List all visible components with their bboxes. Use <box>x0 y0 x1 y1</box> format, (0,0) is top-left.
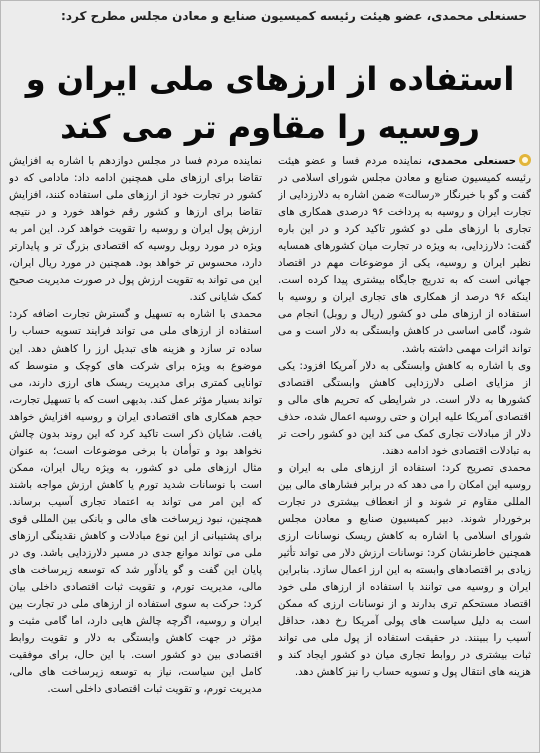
column-right-text <box>278 153 531 681</box>
article-body <box>9 153 531 746</box>
column-left-text: نماینده مردم فسا در مجلس دوازدهم با اشاره به افزایش تقاضا برای ارزهای ملی همچنین ادامه داد: مادامی که دو کشور در تجارت خود از ارزهای ملی استفاده کنند، افزایش تقاضا برای ارزها و کشور رقم خواهد خورد و در نتیجه ارزش پول ایران و روسیه را تقویت خواهد کرد. این امر به ویژه در مورد روبل روسیه که اقتصادی بزرگ تر و پایدارتر دارد، محسوس تر خواهد بود. همچنین در مورد ریال ایران، این می تواند به تقویت ارزش پول در صورت مدیریت صحیح کمک شایانی کند. محمدی با اشاره به تسهیل و گسترش تجارت اضافه کرد: استفاده از ارزهای ملی می تواند فرایند تسویه حساب را ساده تر سازد و هزینه های تبدیل ارز را کاهش دهد. این موضوع به ویژه برای شرکت های کوچک و متوسط که توانایی کمتری برای مدیریت ریسک های ارزی دارند، می تواند بسیار مؤثر عمل کند. بدیهی است که با تسهیل تجارت، حجم همکاری های اقتصادی ایران و روسیه افزایش خواهد یافت. شایان ذکر است تاکید کرد که این روند بدون چالش نخواهد بود و توأمان با برخی موضوعات است؛ به عنوان مثال ارزهای ملی دو کشور، به ویژه ریال ایران، ممکن است با نوسانات شدید تورم یا کاهش ارزش مواجه باشند که این امر می تواند به اعتماد تجاری آسیب برساند. همچنین، نبود زیرساخت های مالی و بانکی بین المللی قوی برای پشتیبانی از این نوع مبادلات و کاهش نقدینگی ارزهای ملی می تواند موانع جدی در مسیر دلارزدایی باشد. وی در پایان این گفت و گو یادآور شد که توسعه زیرساخت های مالی، مدیریت تورم، و تقویت ثبات اقتصادی داخلی بیان کرد: حرکت به سوی استفاده از ارزهای ملی در تجارت بین ایران و روسیه، اگرچه چالش هایی دارد، اما گامی مثبت و مؤثر در جهت کاهش وابستگی به دلار و تقویت روابط اقتصادی بین دو کشور است. با این حال، برای موفقیت کامل این سیاست، نیاز به توسعه زیرساخت های مالی، مدیریت تورم، و تقویت ثبات اقتصادی داخلی است. <box>9 155 262 696</box>
column-right <box>278 153 531 746</box>
kicker: حسنعلی محمدی، عضو هیئت رئیسه کمیسیون صنایع و معادن مجلس مطرح کرد: <box>61 9 527 23</box>
byline: حسنعلی محمدی، <box>427 155 516 167</box>
column-right-body: نماینده مردم فسا و عضو هیئت رئیسه کمیسیون صنایع و معادن مجلس شورای اسلامی در گفت و گو با خبرنگار «رسالت» ضمن اشاره به دلارزدایی از تجارت ایران و روسیه به پرداخت ۹۶ درصدی همکاری های تجاری با ارزهای ملی دو کشور تاکید کرد و در این باره گفت: دلارزدایی، به ویژه در تجارت میان کشورهای همسایه نظیر ایران و روسیه، یکی از موضوعات مهم در اقتصاد جهانی است که به تدریج جایگاه بیشتری پیدا کرده است. اینکه ۹۶ درصد از همکاری های تجاری ایران و روسیه با استفاده از ارزهای ملی دو کشور (ریال و روبل) انجام می شود، گامی اساسی در کاهش وابستگی به دلار است و می تواند اثرات مهمی داشته باشد. وی با اشاره به کاهش وابستگی به دلار آمریکا افزود: یکی از مزایای اصلی دلارزدایی کاهش وابستگی اقتصادی کشورها به دلار است. در شرایطی که تحریم های مالی و اقتصادی آمریکا علیه ایران و حتی روسیه اعمال شده، حذف دلار از مبادلات تجاری کمک می کند این دو کشور راحت تر به تبادلات اقتصادی خود ادامه دهند. محمدی تصریح کرد: استفاده از ارزهای ملی به ایران و روسیه این امکان را می دهد که در برابر فشارهای مالی بین المللی مقاوم تر شوند و از انعطاف بیشتری در تجارت برخوردار شوند. دبیر کمیسیون صنایع و معادن مجلس شورای اسلامی با اشاره به کاهش ریسک نوسانات ارزی همچنین خاطرنشان کرد: نوسانات ارزش دلار می تواند تأثیر زیادی بر اقتصادهای وابسته به این ارز اعمال سازد. بنابراین ایران و روسیه می توانند با استفاده از ارزهای ملی خود اقتصاد مستحکم تری بدارند و از نوسانات ارزی که ممکن است به دلیل سیاست های پولی آمریکا رخ دهد، حداقل آسیب را ببینند. در حقیقت استفاده از پول ملی می تواند ثبات بیشتری در روابط تجاری میان دو کشور ایجاد کند و هزینه های انتقال پول و تسویه حساب را نیز کاهش دهد. <box>278 155 531 679</box>
headline: استفاده از ارزهای ملی ایران و روسیه را مقاوم تر می کند <box>25 60 515 146</box>
column-left <box>9 153 262 746</box>
circle-bullet-icon <box>519 154 531 166</box>
